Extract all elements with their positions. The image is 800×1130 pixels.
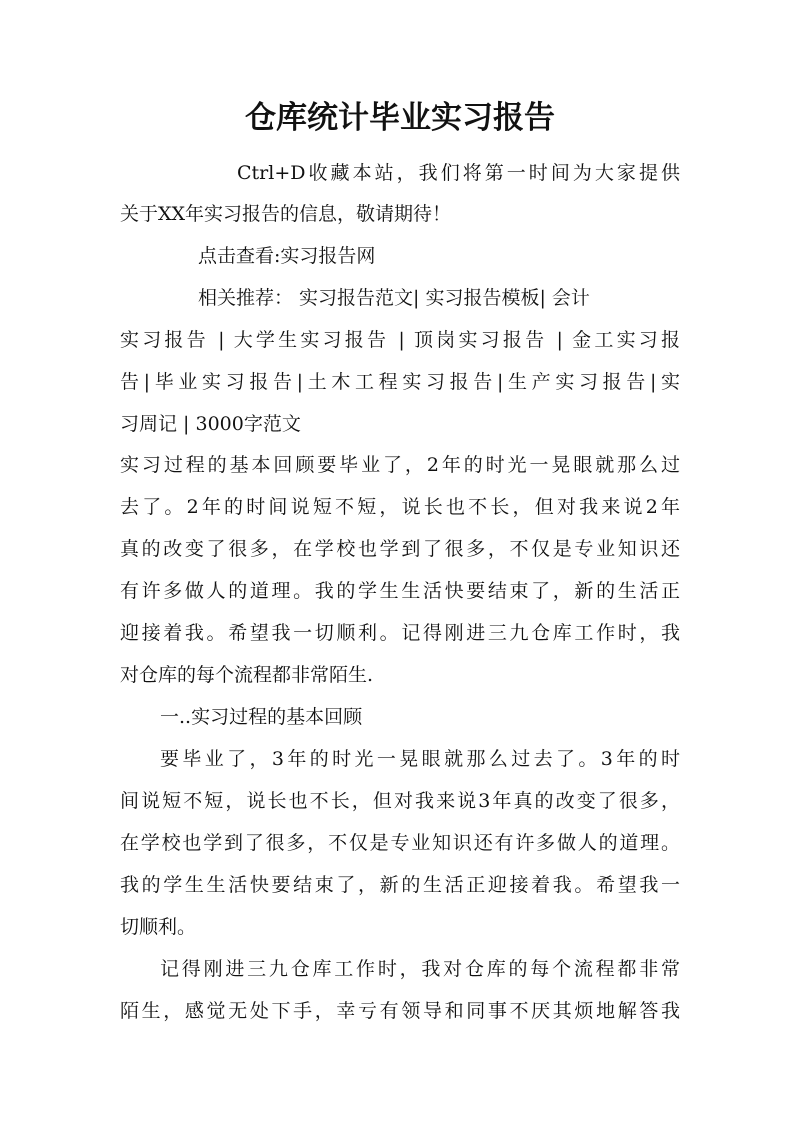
para2-line-5: 切顺利。 bbox=[120, 916, 197, 938]
section-heading-1: 一..实习过程的基本回顾 bbox=[160, 706, 363, 728]
para1-line-5: 迎接着我。希望我一切顺利。记得刚进三九仓库工作时，我 bbox=[120, 622, 680, 644]
para3-line-1: 记得刚进三九仓库工作时，我对仓库的每个流程都非常 bbox=[160, 958, 680, 980]
para2-line-1: 要毕业了，3年的时光一晃眼就那么过去了。3年的时 bbox=[160, 748, 680, 770]
recommend-line-1: 相关推荐： 实习报告范文| 实习报告模板| 会计 bbox=[198, 287, 590, 309]
intro-line-1: Ctrl+D收藏本站，我们将第一时间为大家提供 bbox=[237, 162, 680, 184]
para3-line-2: 陌生，感觉无处下手，幸亏有领导和同事不厌其烦地解答我 bbox=[120, 1000, 680, 1022]
para1-line-1: 实习过程的基本回顾要毕业了，2年的时光一晃眼就那么过 bbox=[120, 454, 680, 476]
document-title: 仓库统计毕业实习报告 bbox=[245, 100, 555, 136]
para2-line-2: 间说短不短，说长也不长，但对我来说3年真的改变了很多， bbox=[120, 790, 680, 812]
para1-line-2: 去了。2年的时间说短不短，说长也不长，但对我来说2年 bbox=[120, 496, 680, 518]
recommend-line-3: 告|毕业实习报告|土木工程实习报告|生产实习报告|实 bbox=[120, 371, 680, 393]
para1-line-4: 有许多做人的道理。我的学生生活快要结束了，新的生活正 bbox=[120, 580, 680, 602]
para1-line-3: 真的改变了很多，在学校也学到了很多，不仅是专业知识还 bbox=[120, 538, 680, 560]
recommend-line-2: 实习报告 | 大学生实习报告 | 顶岗实习报告 | 金工实习报 bbox=[120, 329, 680, 351]
recommend-line-4: 习周记 | 3000字范文 bbox=[120, 413, 301, 435]
link-line: 点击查看:实习报告网 bbox=[198, 245, 376, 267]
para1-line-6: 对仓库的每个流程都非常陌生. bbox=[120, 664, 374, 686]
intro-line-2: 关于XX年实习报告的信息，敬请期待！ bbox=[120, 203, 452, 225]
para2-line-3: 在学校也学到了很多，不仅是专业知识还有许多做人的道理。 bbox=[120, 832, 680, 854]
para2-line-4: 我的学生生活快要结束了，新的生活正迎接着我。希望我一 bbox=[120, 874, 680, 896]
